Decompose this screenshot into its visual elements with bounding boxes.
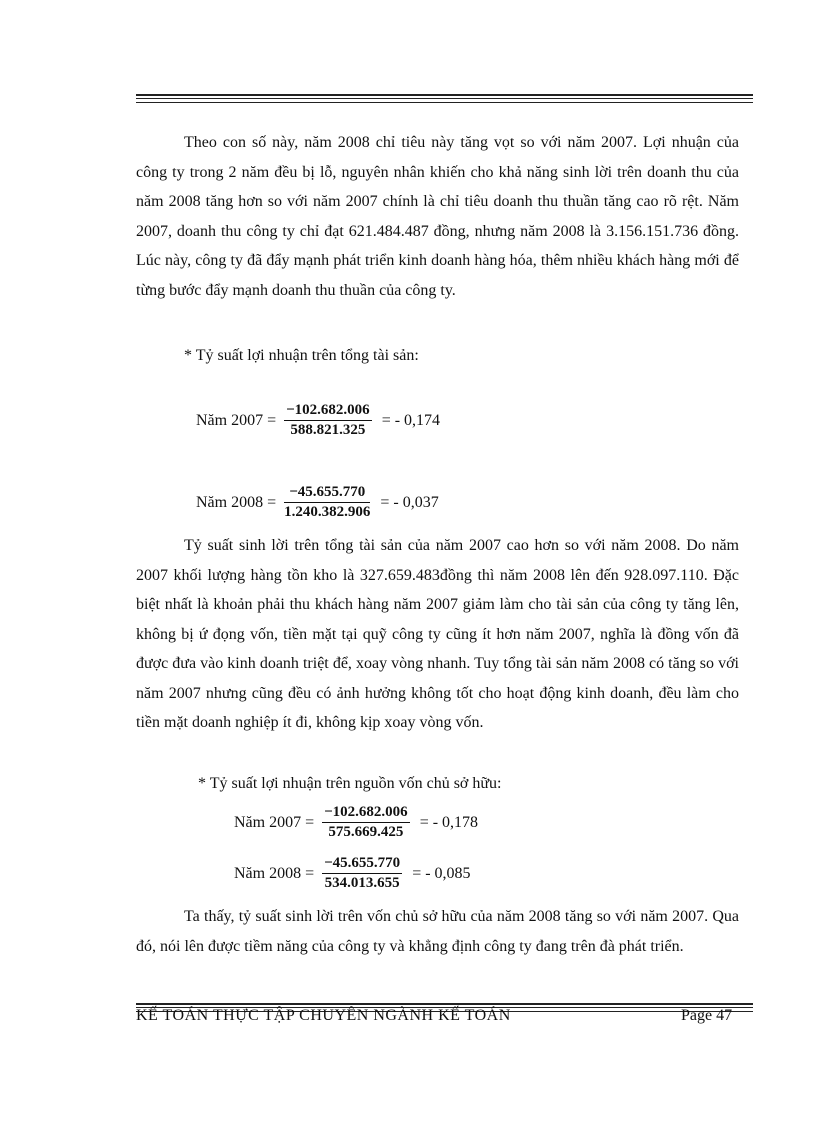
fraction <box>284 484 370 521</box>
numerator: −102.682.006 <box>324 804 408 820</box>
denominator: 575.669.425 <box>328 824 404 840</box>
numerator: −45.655.770 <box>289 484 366 500</box>
formula-roa-2007 <box>196 402 440 439</box>
paragraph-profit-on-revenue: Theo con số này, năm 2008 chỉ tiêu này tăng vọt so với năm 2007. Lợi nhuận của công ty trong 2 năm đều bị lỗ, nguyên nhân khiến cho khả năng sinh lời trên doanh thu của năm 2008 tăng hơn so với năm 2007 chính là chỉ tiêu doanh thu thuần tăng cao rõ rệt. Năm 2007, doanh thu công ty chỉ đạt 621.484.487 đồng, nhưng năm 2008 là 3.156.151.736 đồng. Lúc này, công ty đã đẩy mạnh phát triển kinh doanh hàng hóa, thêm nhiều khách hàng mới để từng bước đẩy mạnh doanh thu thuần của công ty. <box>136 134 739 299</box>
formula-result: = - 0,178 <box>419 813 479 831</box>
formula-result: = - 0,174 <box>381 411 441 429</box>
denominator: 534.013.655 <box>324 875 400 891</box>
fraction <box>322 855 402 892</box>
formula-roe-2008 <box>234 855 471 892</box>
paragraph-return-on-assets-analysis: Tỷ suất sinh lời trên tổng tài sản của năm 2007 cao hơn so với năm 2008. Do năm 2007 khối lượng hàng tồn kho là 327.659.483đồng thì năm 2008 lên đến 928.097.110. Đặc biệt nhất là khoản phải thu khách hàng năm 2007 giảm làm cho tài sản của công ty tăng lên, không bị ứ đọng vốn, tiền mặt tại quỹ công ty cũng ít hơn năm 2007, nghĩa là đồng vốn đã được đưa vào kinh doanh triệt để, xoay vòng nhanh. Tuy tổng tài sản năm 2008 có tăng so với năm 2007 nhưng cũng đều có ảnh hưởng không tốt cho hoạt động kinh doanh, đều làm cho tiền mặt doanh nghiệp ít đi, không kịp xoay vòng vốn. <box>136 537 739 731</box>
formula-label: Năm 2007 = <box>234 813 315 831</box>
page-number: Page 47 <box>681 1007 733 1024</box>
denominator: 1.240.382.906 <box>284 504 371 520</box>
heading-return-on-assets: * Tỷ suất lợi nhuận trên tổng tài sản: <box>184 347 419 364</box>
numerator: −45.655.770 <box>324 855 401 871</box>
formula-label: Năm 2008 = <box>234 864 315 882</box>
numerator: −102.682.006 <box>286 402 370 418</box>
formula-result: = - 0,037 <box>380 493 439 511</box>
fraction <box>284 402 372 439</box>
formula-roe-2007 <box>234 804 478 841</box>
fraction <box>322 804 410 841</box>
footer-title: KẾ TOÁN THỰC TẬP CHUYÊN NGÀNH KẾ TOÁN <box>136 1007 511 1024</box>
header-rule <box>136 94 753 103</box>
formula-label: Năm 2007 = <box>196 411 277 429</box>
formula-label: Năm 2008 = <box>196 493 277 511</box>
denominator: 588.821.325 <box>290 422 366 438</box>
heading-return-on-equity: * Tỷ suất lợi nhuận trên nguồn vốn chủ sở hữu: <box>198 775 502 792</box>
formula-result: = - 0,085 <box>412 864 471 882</box>
paragraph-return-on-equity-analysis: Ta thấy, tỷ suất sinh lời trên vốn chủ sở hữu của năm 2008 tăng so với năm 2007. Qua đó, nói lên được tiềm năng của công ty và khẳng định công ty đang trên đà phát triển. <box>136 908 739 955</box>
formula-roa-2008 <box>196 484 439 521</box>
